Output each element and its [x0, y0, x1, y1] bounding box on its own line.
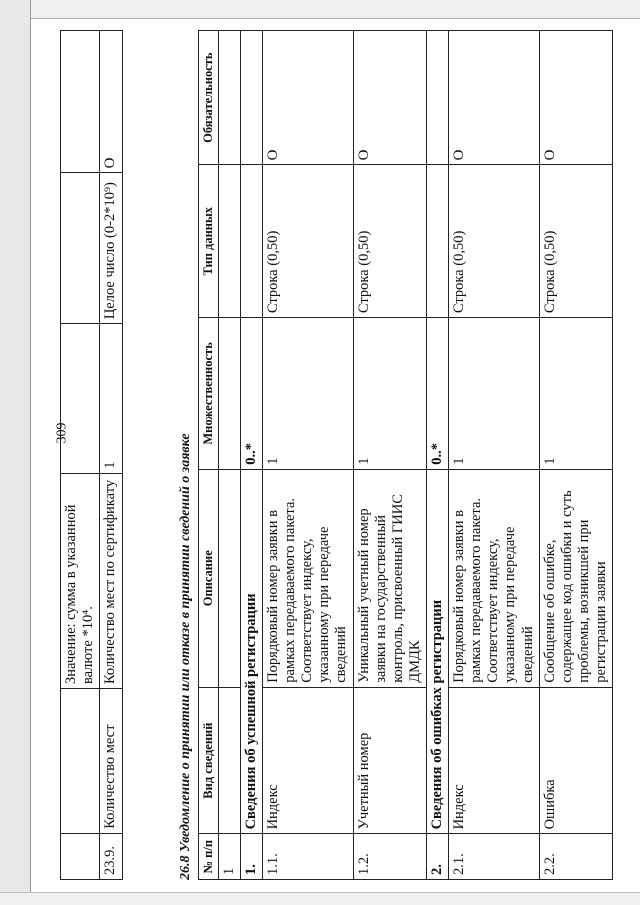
- table-cell: Индекс: [262, 687, 353, 834]
- column-header: № п/п: [199, 834, 219, 880]
- table-cell: Учетный номер: [353, 687, 426, 834]
- table-cell: Строка (0,50): [539, 165, 612, 318]
- table-cell: Порядковый номер заявки в рамках передаваемого пакета. Соответствует индексу, указанному при передаче сведений: [262, 469, 353, 687]
- table-cell: 1: [100, 324, 123, 474]
- table-cell: 2.2.: [539, 834, 612, 880]
- table-cell: Порядковый номер заявки в рамках передаваемого пакета. Соответствует индексу, указанному при передаче сведений: [449, 469, 540, 687]
- table-cell: Целое число (0-2*10⁹): [100, 173, 123, 324]
- table-row: [539, 31, 612, 880]
- table-cell: Ошибка: [539, 687, 612, 834]
- table-header-row: [199, 31, 219, 880]
- table-row: [61, 31, 100, 880]
- page-number: 309: [54, 422, 70, 444]
- table-row: [426, 31, 448, 880]
- table-cell: 1: [353, 318, 426, 470]
- table-cell: Строка (0,50): [353, 165, 426, 318]
- table-row: [218, 31, 240, 880]
- scan-bottom-edge: [0, 892, 640, 905]
- scan-top-edge: [0, 0, 640, 19]
- notification-table: [198, 30, 613, 880]
- table-cell: 23.9.: [100, 833, 123, 879]
- table-cell: Индекс: [449, 687, 540, 834]
- section-heading: 26.8 Уведомление о принятии или отказе в принятии сведений о заявке: [178, 433, 193, 880]
- table-row: [262, 31, 353, 880]
- table-cell: 1: [218, 834, 240, 880]
- table-cell: 1.: [240, 834, 262, 880]
- table-cell: Количество мест: [100, 689, 123, 834]
- table-cell: Строка (0,50): [449, 165, 540, 318]
- table-cell: 1: [539, 318, 612, 470]
- table-row: [240, 31, 262, 880]
- table-cell: Значение: сумма в указанной валюте *10⁴.: [61, 473, 100, 688]
- table-cell: О: [353, 31, 426, 165]
- table-cell: Строка (0,50): [262, 165, 353, 318]
- table-cell: О: [539, 31, 612, 165]
- table-cell: 1.2.: [353, 834, 426, 880]
- table-cell: Количество мест по сертификату: [100, 473, 123, 688]
- table-cell: Уникальный учетный номер заявки на государственный контроль, присвоенный ГИИС ДМДК: [353, 469, 426, 687]
- table-cell: О: [262, 31, 353, 165]
- table-cell: 2.: [426, 834, 448, 880]
- table-cell: Сведения об успешной регистрации: [240, 469, 262, 834]
- table-cell: 1.1.: [262, 834, 353, 880]
- table-row: [353, 31, 426, 880]
- column-header: Множественность: [199, 318, 219, 470]
- column-header: Обязательность: [199, 31, 219, 165]
- table-cell: 1: [262, 318, 353, 470]
- table-cell: 0..*: [426, 318, 448, 470]
- column-header: Вид сведений: [199, 687, 219, 834]
- scan-left-edge: [0, 0, 31, 905]
- table-cell: О: [449, 31, 540, 165]
- table-cell: 0..*: [240, 318, 262, 470]
- table-row: [449, 31, 540, 880]
- column-header: Тип данных: [199, 165, 219, 318]
- rotated-content: [60, 30, 620, 880]
- table-cell: Сообщение об ошибке, содержащее код ошибки и суть проблемы, возникшей при регистрации заявки: [539, 469, 612, 687]
- table-cell: 1: [449, 318, 540, 470]
- table-cell: 2.1.: [449, 834, 540, 880]
- column-header: Описание: [199, 469, 219, 687]
- table-row: [100, 31, 123, 880]
- previous-table: [60, 30, 123, 880]
- table-cell: О: [100, 31, 123, 173]
- table-cell: Сведения об ошибках регистрации: [426, 469, 448, 834]
